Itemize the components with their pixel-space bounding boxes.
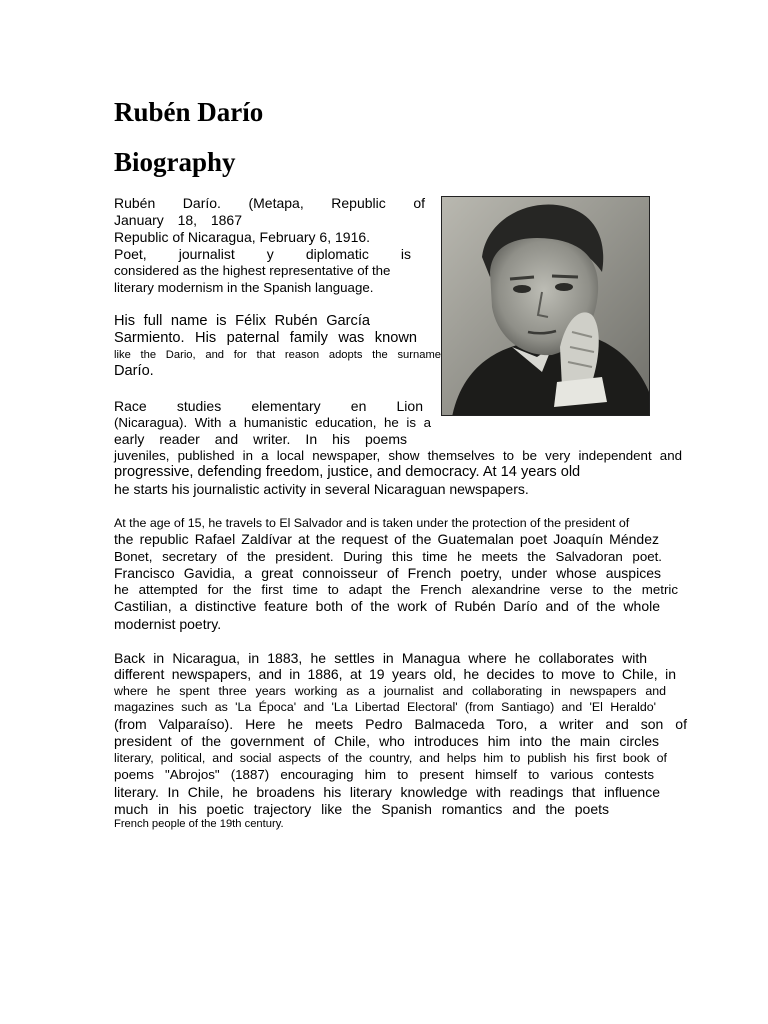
- paragraph-3-line-1: Race studies elementary en Lion: [114, 398, 423, 414]
- paragraph-4-line-5: he attempted for the first time to adapt the French alexandrine verse to the metric: [114, 582, 678, 597]
- paragraph-5-line-11: French people of the 19th century.: [114, 818, 284, 830]
- paragraph-1-line-5: considered as the highest representative of the: [114, 263, 391, 278]
- paragraph-1-line-3: Republic of Nicaragua, February 6, 1916.: [114, 229, 371, 245]
- paragraph-3-line-2: (Nicaragua). With a humanistic education, he is a: [114, 415, 431, 430]
- paragraph-4-line-2: the republic Rafael Zaldívar at the request of the Guatemalan poet Joaquín Méndez: [114, 531, 659, 547]
- portrait-photo: [441, 196, 650, 416]
- paragraph-2-line-2: Sarmiento. His paternal family was known: [114, 330, 417, 346]
- paragraph-1-line-2: January 18, 1867: [114, 212, 242, 228]
- paragraph-2-line-3: like the Dario, and for that reason adopts the surname: [114, 349, 441, 361]
- paragraph-3-line-5: progressive, defending freedom, justice, and democracy. At 14 years old: [114, 464, 581, 480]
- paragraph-1-line-1: Rubén Darío. (Metapa, Republic of: [114, 195, 425, 211]
- paragraph-5-line-2: different newspapers, and in 1886, at 19 years old, he decides to move to Chile, in: [114, 666, 676, 682]
- paragraph-1-line-4: Poet, journalist y diplomatic is: [114, 246, 411, 262]
- paragraph-3-line-4: juveniles, published in a local newspaper, show themselves to be very independent and: [114, 448, 682, 463]
- paragraph-5-line-9: literary. In Chile, he broadens his literary knowledge with readings that influence: [114, 784, 660, 800]
- paragraph-5-line-5: (from Valparaíso). Here he meets Pedro Balmaceda Toro, a writer and son of: [114, 716, 687, 732]
- paragraph-4-line-4: Francisco Gavidia, a great connoisseur of French poetry, under whose auspices: [114, 565, 661, 581]
- paragraph-5-line-7: literary, political, and social aspects of the country, and helps him to publish his first book of: [114, 751, 667, 765]
- section-heading: Biography: [114, 147, 236, 177]
- paragraph-4-line-6: Castilian, a distinctive feature both of the work of Rubén Darío and of the whole: [114, 598, 660, 614]
- paragraph-4-line-3: Bonet, secretary of the president. During this time he meets the Salvadoran poet.: [114, 549, 662, 564]
- paragraph-2-line-1: His full name is Félix Rubén García: [114, 313, 370, 329]
- paragraph-3-line-6: he starts his journalistic activity in several Nicaraguan newspapers.: [114, 481, 529, 497]
- paragraph-5-line-4: magazines such as 'La Época' and 'La Libertad Electoral' (from Santiago) and 'El Heraldo': [114, 700, 656, 714]
- page-title: Rubén Darío: [114, 97, 264, 127]
- paragraph-3-line-3: early reader and writer. In his poems: [114, 431, 407, 447]
- paragraph-5-line-6: president of the government of Chile, who introduces him into the main circles: [114, 733, 659, 749]
- paragraph-1-line-6: literary modernism in the Spanish language.: [114, 280, 374, 295]
- paragraph-5-line-3: where he spent three years working as a journalist and collaborating in newspapers and: [114, 684, 666, 698]
- paragraph-2-line-4: Darío.: [114, 363, 154, 379]
- paragraph-4-line-7: modernist poetry.: [114, 616, 222, 632]
- paragraph-5-line-1: Back in Nicaragua, in 1883, he settles in Managua where he collaborates with: [114, 650, 647, 666]
- paragraph-4-line-1: At the age of 15, he travels to El Salvador and is taken under the protection of the president of: [114, 516, 630, 530]
- paragraph-5-line-10: much in his poetic trajectory like the Spanish romantics and the poets: [114, 801, 609, 817]
- paragraph-5-line-8: poems "Abrojos" (1887) encouraging him to present himself to various contests: [114, 767, 654, 782]
